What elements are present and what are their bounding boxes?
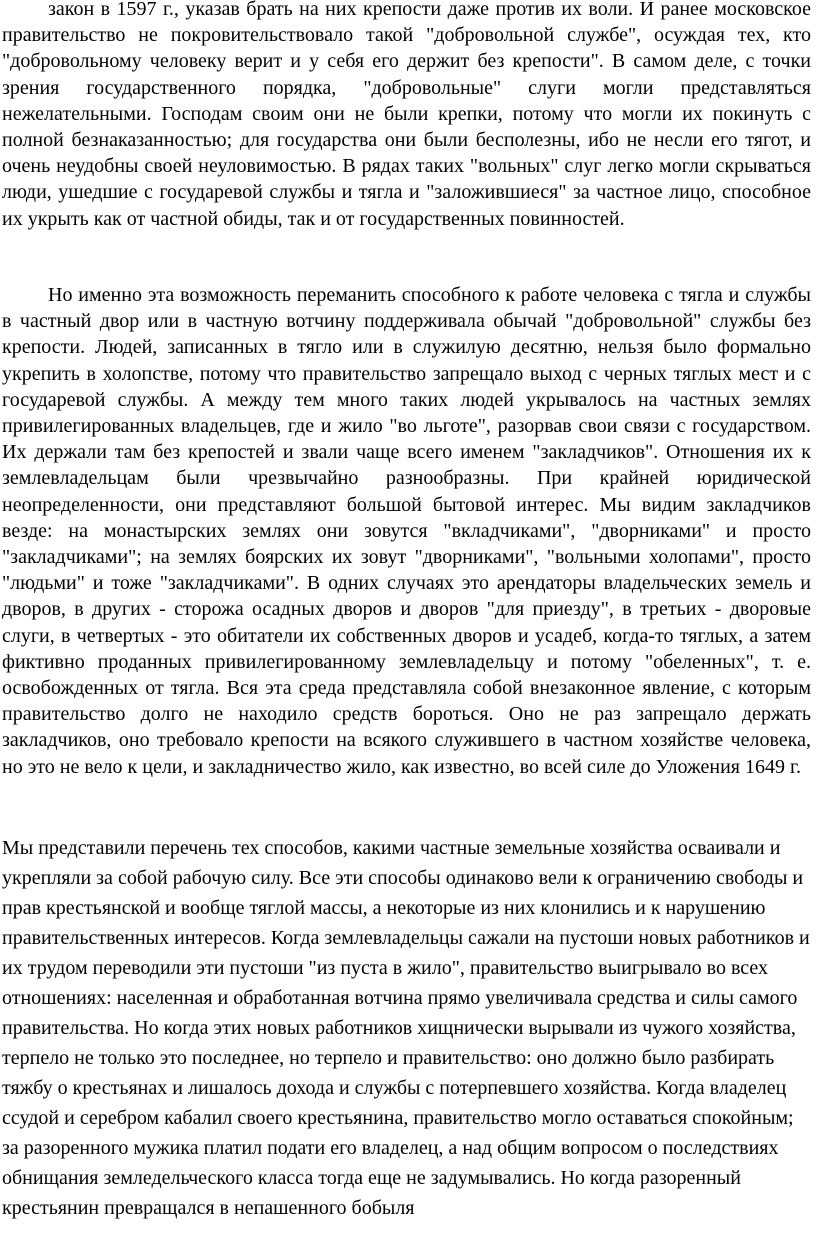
paragraph-3: Мы представили перечень тех способов, какими частные земельные хозяйства осваивали и укрепляли за собой рабочую силу. Все эти способы одинаково вели к ограничению свободы и прав крестьянской и вообще тяглой массы, а некоторые из них клонились и к нарушению правительственных интересов. Когда землевладельцы сажали на пустоши новых работников и их трудом переводили эти пустоши "из пуста в жило", правительство выигрывало во всех отношениях: населенная и обработанная вотчина прямо увеличивала средства и силы самого правительства. Но когда этих новых работников хищнически вырывали из чужого хозяйства, терпело не только это последнее, но терпело и правительство: оно должно было разбирать тяжбу о крестьянах и лишалось дохода и службы с потерпевшего хозяйства. Когда владелец ссудой и серебром кабалил своего крестьянина, правительство могло оставаться спокойным; за разоренного мужика платил подати его владелец, а над общим вопросом о последствиях обнищания земледельческого класса тогда еще не задумывались. Но когда разоренный крестьянин превращался в непашенного бобыля xyxy=(2,837,810,1219)
paragraph-2: Но именно эта возможность переманить способного к работе человека с тягла и службы в частный двор или в частную вотчину поддерживала обычай "добровольной" службы без крепости. Людей, записанных в тягло или в служилую десятню, нельзя было формально укрепить в холопстве, потому что правительство запрещало выход с черных тяглых мест и с государевой службы. А между тем много таких людей укрывалось на частных землях привилегированных владельцев, где и жило "во льготе", разорвав свои связи с государством. Их держали там без крепостей и звали чаще всего именем "закладчиков". Отношения их к землевладельцам были чрезвычайно разнообразны. При крайней юридической неопределенности, они представляют большой бытовой интерес. Мы видим закладчиков везде: на монастырских землях они зовутся "вкладчиками", "дворниками" и просто "закладчиками"; на землях боярских их зовут "дворниками", "вольными холопами", просто "людьми" и тоже "закладчиками". В одних случаях это арендаторы владельческих земель и дворов, в других - сторожа осадных дворов и дворов "для приезду", в третьих - дворовые слуги, в четвертых - это обитатели их собственных дворов и усадеб, когда-то тяглых, а затем фиктивно проданных привилегированному землевладельцу и потому "обеленных", т. е. освобожденных от тягла. Вся эта среда представляла собой внезаконное явление, с которым правительство долго не находило средств бороться. Оно не раз запрещало держать закладчиков, оно требовало крепости на всякого служившего в частном хозяйстве человека, но это не вело к цели, и закладничество жило, как известно, во всей силе до Уложения 1649 г. xyxy=(2,284,811,778)
paragraph-1: закон в 1597 г., указав брать на них крепости даже против их воли. И ранее московское правительство не покровительствовало такой "добровольной службе", осуждая тех, кто "добровольному человеку верит и у себя его держит без крепости". В самом деле, с точки зрения государственного порядка, "добровольные" слуги могли представляться нежелательными. Господам своим они не были крепки, потому что могли их покинуть с полной безнаказанностью; для государства они были бесполезны, ибо не несли его тягот, и очень неудобны своей неуловимостью. В рядах таких "вольных" слуг легко могли скрываться люди, ушедшие с государевой службы и тягла и "заложившиеся" за частное лицо, способное их укрыть как от частной обиды, так и от государственных повинностей. xyxy=(2,0,811,230)
